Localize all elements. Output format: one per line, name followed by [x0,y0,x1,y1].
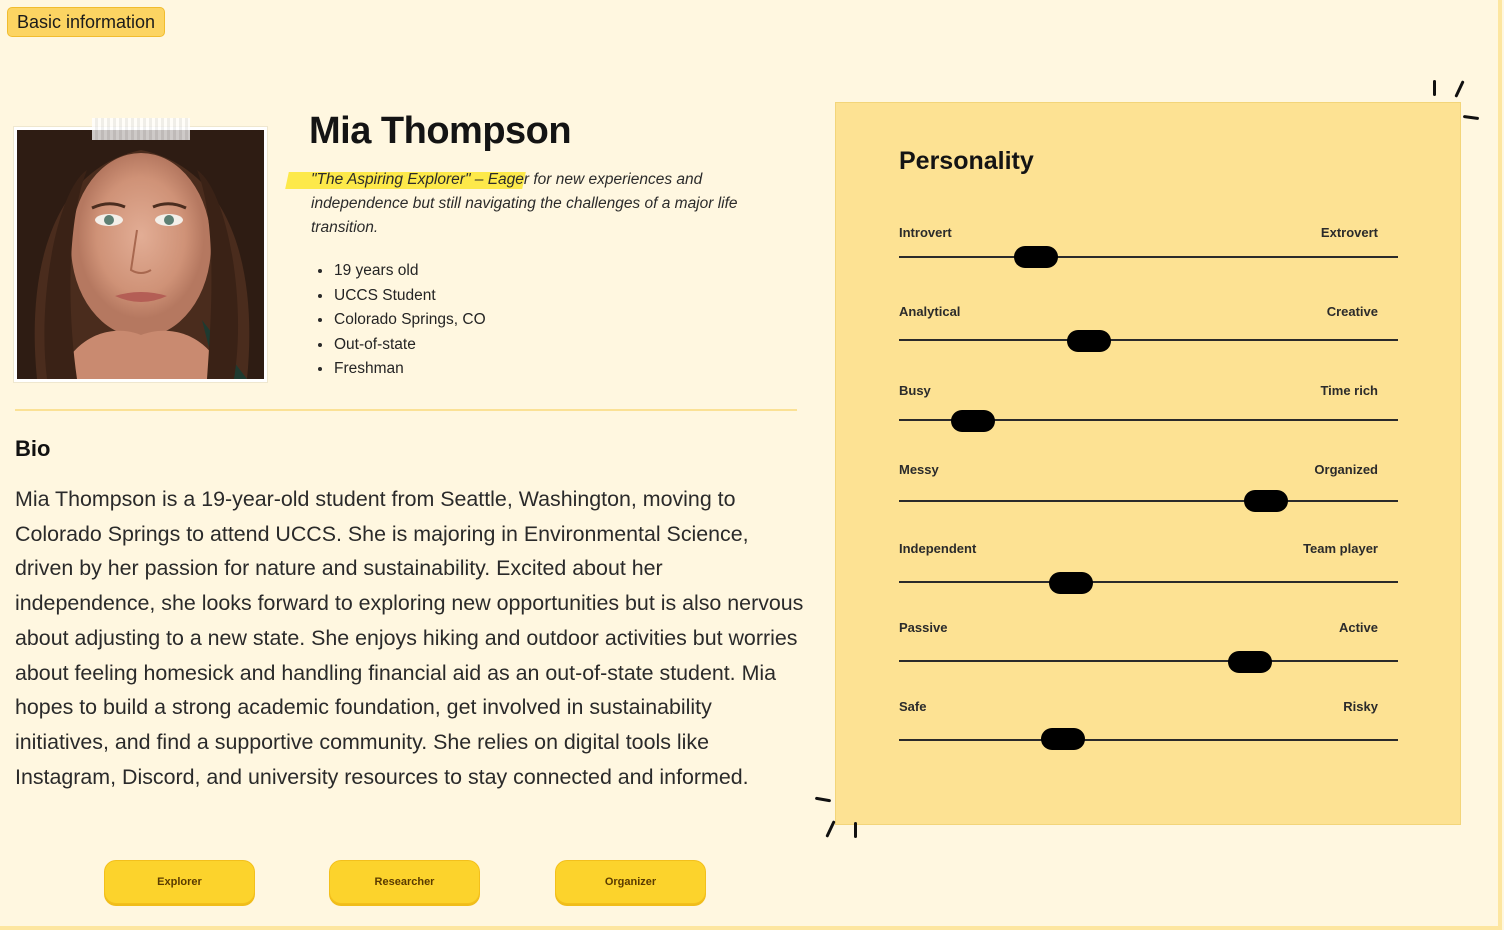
scale-right-label: Team player [1303,541,1378,556]
bio-text: Mia Thompson is a 19-year-old student from Seattle, Washington, moving to Colorado Springs to attend UCCS. She is majoring in Environmental Science, driven by her passion for nature and sustainability. Excited about her independence, she looks forward to exploring new opportunities but is also nervous about adjusting to a new state. She enjoys hiking and outdoor activities but worries about feeling homesick and handling financial aid as an out-of-state student. Mia hopes to build a strong academic foundation, get involved in sustainability initiatives, and find a supportive community. She relies on digital tools like Instagram, Discord, and university resources to stay connected and informed. [15,487,804,789]
personality-card [835,102,1461,825]
scale-left-label: Safe [899,699,927,714]
scale-left-label: Passive [899,620,948,635]
bullet-icon [318,343,322,347]
slider-knob[interactable] [951,410,995,432]
scale-independent-team-player [899,541,1398,591]
trait-button-researcher[interactable]: Researcher [329,860,480,904]
scale-busy-time-rich [899,383,1398,433]
bullet-icon [318,269,322,273]
bullet-icon [318,318,322,322]
slider-track [899,500,1398,502]
bullet-icon [318,367,322,371]
scale-safe-risky [899,699,1398,749]
scale-right-label: Extrovert [1320,225,1378,240]
trait-button-organizer[interactable]: Organizer [555,860,706,904]
slider-knob[interactable] [1049,572,1093,594]
scale-analytical-creative [899,304,1398,354]
sparkle-icon [1433,80,1436,96]
section-divider [15,409,797,411]
fact-text: Colorado Springs, CO [334,311,486,328]
fact-text: Out-of-state [334,335,416,353]
slider-track [899,581,1398,583]
photo-tape [92,118,190,140]
trait-button-explorer[interactable]: Explorer [104,860,255,904]
slider-knob[interactable] [1041,728,1085,750]
personality-title: Personality [899,147,1034,175]
scale-left-label: Independent [899,541,977,556]
slider-knob[interactable] [1228,651,1272,673]
fact-item [318,308,486,333]
persona-name: Mia Thompson [309,110,572,152]
scale-right-label: Organized [1314,462,1378,477]
fact-text: Freshman [334,360,404,377]
fact-item [318,259,486,284]
persona-photo-frame [14,127,267,382]
scale-passive-active [899,620,1398,670]
sparkle-icon [854,822,857,838]
scale-left-label: Busy [899,383,931,398]
persona-quote: "The Aspiring Explorer" – Eager for new experiences and independence but still navigating the challenges of a major life transition. [311,171,738,236]
scale-introvert-extrovert [899,225,1398,275]
slider-track [899,660,1398,662]
slider-track [899,739,1398,741]
scale-right-label: Creative [1326,304,1378,319]
scale-right-label: Active [1338,620,1378,635]
fact-item [318,357,486,382]
bio-heading: Bio [15,436,51,461]
scale-left-label: Messy [899,462,939,477]
scale-right-label: Time rich [1320,383,1378,398]
persona-photo [17,130,264,379]
fact-text: 19 years old [334,262,419,279]
scale-right-label: Risky [1343,699,1378,714]
slider-track [899,256,1398,258]
scale-left-label: Analytical [899,304,961,319]
slider-track [899,339,1398,341]
scale-left-label: Introvert [899,225,952,240]
slider-knob[interactable] [1244,490,1288,512]
scale-messy-organized [899,462,1398,512]
fact-item [318,284,486,309]
slider-knob[interactable] [1067,330,1111,352]
persona-facts-list [318,259,486,382]
slider-knob[interactable] [1014,246,1058,268]
trait-buttons [104,860,706,904]
fact-text: UCCS Student [334,286,436,304]
section-tag-basic-information: Basic information [7,7,165,37]
bullet-icon [318,294,322,298]
fact-item [318,333,486,358]
